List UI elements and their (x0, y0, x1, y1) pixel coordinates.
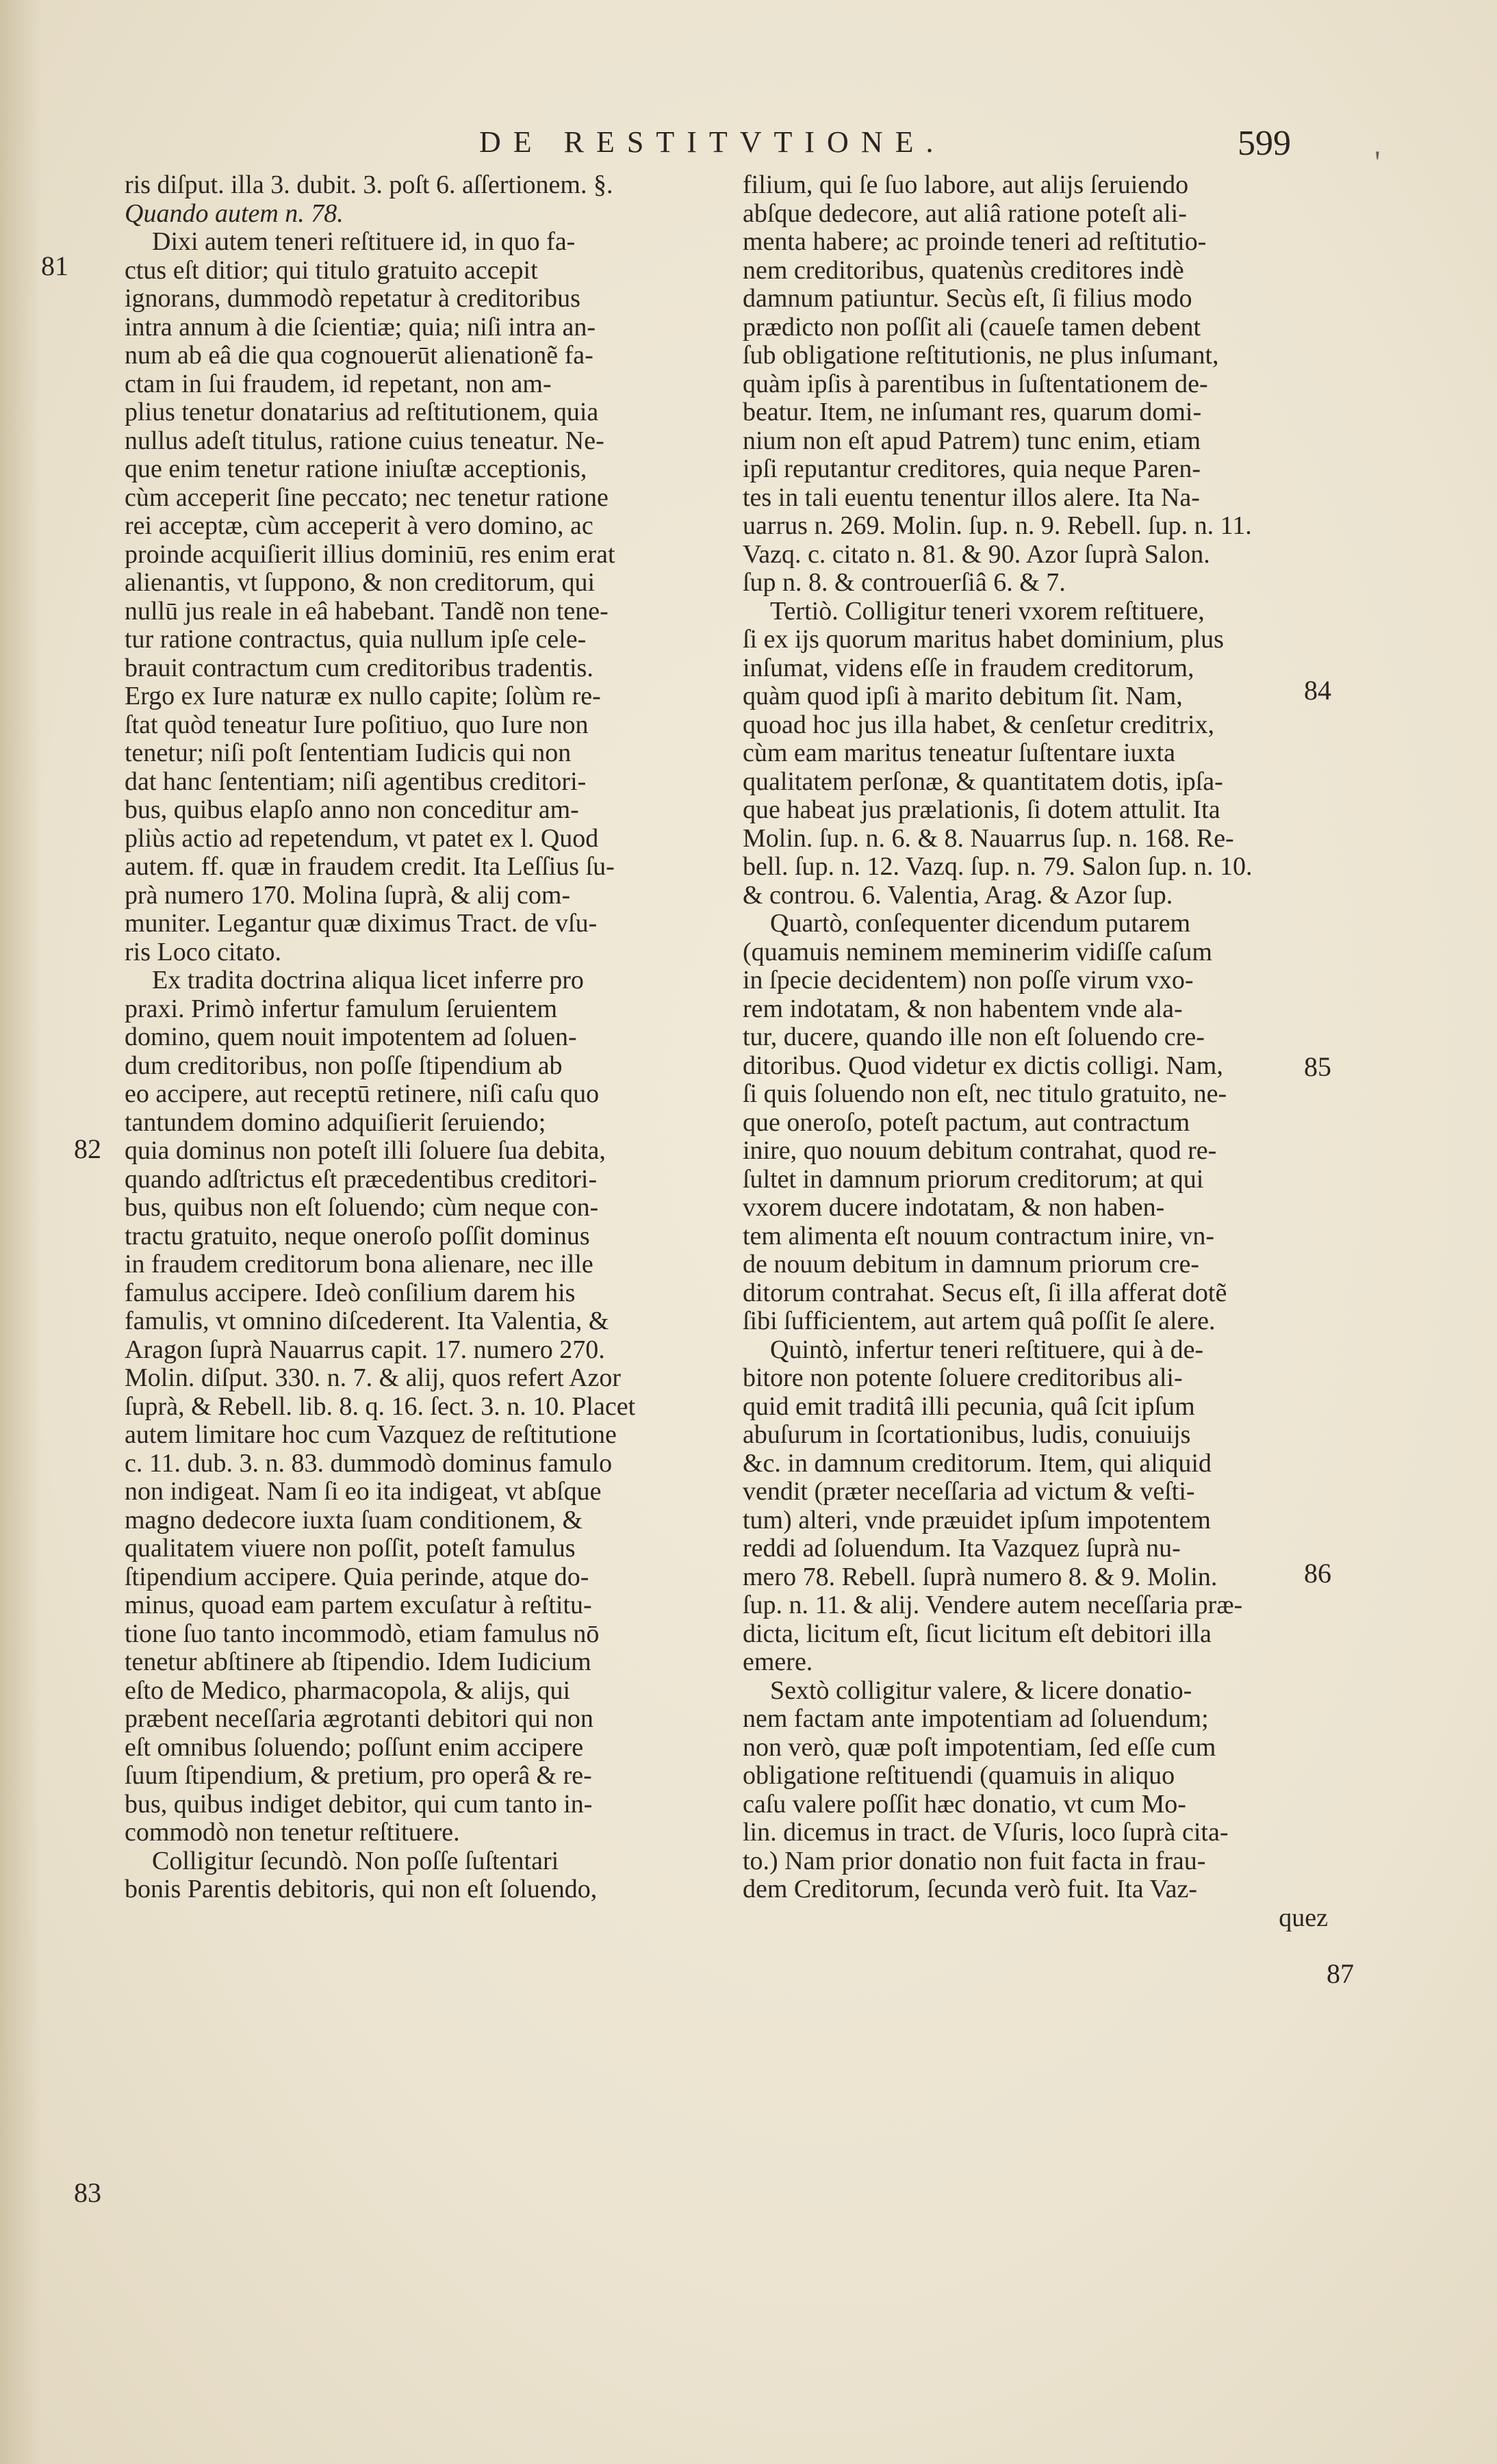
text-line: rei acceptæ, cùm acceperit à vero domino, ac (125, 512, 593, 540)
text-line: Molin. diſput. 330. n. 7. & alij, quos refert Azor (125, 1364, 622, 1392)
text-line: ris diſput. illa 3. dubit. 3. poſt 6. aſſertionem. §. (125, 171, 613, 199)
text-line: ſibi ſufficientem, aut artem quâ poſſit ſe alere. (743, 1307, 1216, 1335)
text-line: ſup. n. 11. & alij. Vendere autem neceſſaria præ- (743, 1591, 1243, 1619)
text-line: Ergo ex Iure naturæ ex nullo capite; ſolùm re- (125, 682, 601, 710)
text-line: pliùs actio ad repetendum, vt patet ex l. Quod (125, 824, 599, 853)
text-line: Dixi autem teneri reſtituere id, in quo fa- (152, 228, 576, 256)
text-line: non indigeat. Nam ſi eo ita indigeat, vt abſque (125, 1478, 602, 1506)
text-line: vxorem ducere indotatam, & non haben- (743, 1194, 1165, 1222)
text-line: (quamuis neminem meminerim vidiſſe caſum (743, 938, 1212, 966)
text-line: menta habere; ac proinde teneri ad reſtitutio- (743, 228, 1207, 256)
text-line: eſt omnibus ſoluendo; poſſunt enim accipere (125, 1733, 584, 1762)
text-line: Quintò, infertur teneri reſtituere, qui à de- (770, 1335, 1204, 1364)
text-line: dum creditoribus, non poſſe ſtipendium ab (125, 1051, 563, 1080)
text-line: to.) Nam prior donatio non fuit facta in frau- (743, 1847, 1206, 1875)
text-line: de nouum debitum in damnum priorum cre- (743, 1250, 1199, 1279)
text-line: prà numero 170. Molina ſuprà, & alij com- (125, 881, 571, 910)
text-line: tum) alteri, vnde præuidet ipſum impotentem (743, 1506, 1211, 1535)
page-number: 599 (1238, 124, 1291, 163)
text-line: brauit contractum cum creditoribus tradentis. (125, 654, 593, 682)
text-line: dem Creditorum, ſecunda verò fuit. Ita Vaz- (743, 1875, 1198, 1903)
text-line: autem limitare hoc cum Vazquez de reſtitutione (125, 1421, 617, 1449)
text-line: prædicto non poſſit ali (caueſe tamen debent (743, 313, 1201, 342)
text-line: tione ſuo tanto incommodò, etiam famulus nō (125, 1619, 600, 1648)
text-line: abſque dedecore, aut aliâ ratione poteſt ali- (743, 199, 1187, 228)
margin-number-87: 87 (1327, 1958, 1354, 1989)
text-line: inſumat, videns eſſe in fraudem creditorum, (743, 654, 1194, 682)
text-line: c. 11. dub. 3. n. 83. dummodò dominus famulo (125, 1449, 613, 1478)
text-line: & controu. 6. Valentia, Arag. & Azor ſup. (743, 881, 1173, 910)
text-line: domino, quem nouit impotentem ad ſoluen- (125, 1023, 577, 1051)
text-line: Quartò, conſequenter dicendum putarem (770, 910, 1191, 938)
text-line: Colligitur ſecundò. Non poſſe ſuſtentari (152, 1847, 559, 1875)
text-line: in fraudem creditorum bona alienare, nec ille (125, 1250, 593, 1279)
text-line: quando adſtrictus eſt præcedentibus creditori- (125, 1165, 598, 1194)
text-line: commodò non tenetur reſtituere. (125, 1819, 460, 1847)
text-line: ſtipendium accipere. Quia perinde, atque do- (125, 1563, 589, 1591)
text-line: quez (1279, 1903, 1328, 1932)
text-line: ctus eſt ditior; qui titulo gratuito accepit (125, 256, 538, 285)
text-line: alienantis, vt ſuppono, & non creditorum, qui (125, 569, 596, 597)
page-gutter-shadow (0, 0, 41, 2464)
text-line: quàm ipſis à parentibus in ſuſtentationem de- (743, 370, 1208, 398)
text-line: praxi. Primò infertur famulum ſeruientem (125, 994, 558, 1023)
text-line: bell. ſup. n. 12. Vazq. ſup. n. 79. Salon ſup. n. 10. (743, 853, 1253, 881)
text-line: ſi quis ſoluendo non eſt, nec titulo gratuito, ne- (743, 1080, 1227, 1108)
text-line: ditorum contrahat. Secus eſt, ſi illa afferat dotẽ (743, 1279, 1227, 1307)
text-line: vendit (præter neceſſaria ad victum & veſti- (743, 1478, 1195, 1506)
text-line: Vazq. c. citato n. 81. & 90. Azor ſuprà Salon. (743, 540, 1210, 569)
text-line: quoad hoc jus illa habet, & cenſetur creditrix, (743, 710, 1215, 739)
text-line: caſu valere poſſit hæc donatio, vt cum Mo- (743, 1790, 1186, 1819)
text-line: mero 78. Rebell. ſuprà numero 8. & 9. Molin. (743, 1563, 1218, 1591)
text-line: que habeat jus prælationis, ſi dotem attulit. Ita (743, 796, 1220, 824)
text-line: damnum patiuntur. Secùs eſt, ſi filius modo (743, 285, 1192, 313)
text-line: ſi ex ijs quorum maritus habet dominium, plus (743, 626, 1224, 654)
text-line: nem factam ante impotentiam ad ſoluendum; (743, 1705, 1209, 1733)
text-line: Molin. ſup. n. 6. & 8. Nauarrus ſup. n. 168. Re- (743, 824, 1234, 853)
text-line: dat hanc ſententiam; niſi agentibus creditori- (125, 767, 587, 796)
text-line: tur ratione contractus, quia nullum ipſe cele- (125, 626, 587, 654)
text-line: que oneroſo, poteſt pactum, aut contractum (743, 1108, 1190, 1137)
text-line: filium, qui ſe ſuo labore, aut alijs ſeruiendo (743, 171, 1189, 199)
text-line: cùm acceperit ſine peccato; nec tenetur ratione (125, 483, 609, 512)
text-line: abuſurum in ſcortationibus, ludis, conuiuijs (743, 1421, 1191, 1449)
text-line: famulus accipere. Ideò conſilium darem his (125, 1279, 576, 1307)
text-line: non verò, quæ poſt impotentiam, ſed eſſe cum (743, 1733, 1216, 1762)
text-line: nullus adeſt titulus, ratione cuius teneatur. Ne- (125, 426, 604, 455)
text-line: eſto de Medico, pharmacopola, & alijs, qui (125, 1676, 571, 1705)
text-line: ſup n. 8. & controuerſiâ 6. & 7. (743, 569, 1066, 597)
margin-number-81: 81 (41, 251, 68, 281)
text-line: beatur. Item, ne inſumant res, quarum domi- (743, 398, 1202, 426)
text-line: autem. ff. quæ in fraudem credit. Ita Leſſius ſu- (125, 853, 615, 881)
margin-number-82: 82 (74, 1133, 101, 1164)
text-line: ſultet in damnum priorum creditorum; at qui (743, 1165, 1204, 1194)
text-line: tantundem domino adquiſierit ſeruiendo; (125, 1108, 546, 1137)
text-line: magno dedecore iuxta ſuam conditionem, & (125, 1506, 583, 1535)
text-line: Tertiò. Colligitur teneri vxorem reſtituere, (770, 597, 1205, 626)
text-line: &c. in damnum creditorum. Item, qui aliquid (743, 1449, 1212, 1478)
text-line: emere. (743, 1648, 813, 1676)
text-line: bonis Parentis debitoris, qui non eſt ſoluendo, (125, 1875, 598, 1903)
text-line: lin. dicemus in tract. de Vſuris, loco ſuprà cita- (743, 1819, 1229, 1847)
text-line: qualitatem viuere non poſſit, poteſt famulus (125, 1535, 576, 1563)
text-line: bus, quibus indiget debitor, qui cum tanto in- (125, 1790, 593, 1819)
text-line: intra annum à die ſcientiæ; quia; niſi intra an- (125, 313, 596, 342)
text-line: bitore non potente ſoluere creditoribus ali- (743, 1364, 1183, 1392)
text-line: nium non eſt apud Patrem) tunc enim, etiam (743, 426, 1201, 455)
text-line: ſuum ſtipendium, & pretium, pro operâ & re- (125, 1762, 592, 1790)
text-line: Ex tradita doctrina aliqua licet inferre pro (152, 966, 584, 994)
text-line: reddi ad ſoluendum. Ita Vazquez ſuprà nu- (743, 1535, 1181, 1563)
text-line: bus, quibus non eſt ſoluendo; cùm neque con- (125, 1194, 599, 1222)
text-line: tenetur abſtinere ab ſtipendio. Idem Iudicium (125, 1648, 591, 1676)
text-line: muniter. Legantur quæ diximus Tract. de vſu- (125, 910, 598, 938)
text-line: quàm quod ipſi à marito debitum ſit. Nam, (743, 682, 1183, 710)
margin-number-83: 83 (74, 2177, 101, 2208)
text-line: Aragon ſuprà Nauarrus capit. 17. numero 270. (125, 1335, 605, 1364)
page-header (0, 124, 1497, 181)
text-line: ſub obligatione reſtitutionis, ne plus inſumant, (743, 342, 1219, 370)
text-line: ſtat quòd teneatur Iure poſitiuo, quo Iure non (125, 710, 589, 739)
text-line: nullū jus reale in eâ habebant. Tandẽ non tene- (125, 597, 609, 626)
text-line: tenetur; niſi poſt ſententiam Iudicis qui non (125, 739, 572, 767)
text-line: tractu gratuito, neque oneroſo poſſit dominus (125, 1222, 590, 1250)
text-line: in ſpecie decidentem) non poſſe virum vxo- (743, 966, 1194, 994)
margin-number-86: 86 (1304, 1558, 1331, 1589)
text-line: famulis, vt omnino diſcederent. Ita Valentia, & (125, 1307, 609, 1335)
text-line: ignorans, dummodò repetatur à creditoribus (125, 285, 580, 313)
text-line: eo accipere, aut receptū retinere, niſi caſu quo (125, 1080, 600, 1108)
text-line: Quando autem n. 78. (125, 199, 344, 228)
text-line: proinde acquiſierit illius dominiū, res enim erat (125, 540, 615, 569)
left-text-column (125, 171, 713, 1904)
text-line: nem creditoribus, quatenùs creditores indè (743, 256, 1184, 285)
text-line: ſuprà, & Rebell. lib. 8. q. 16. ſect. 3. n. 10. Placet (125, 1392, 636, 1421)
text-line: qualitatem perſonæ, & quantitatem dotis, ipſa- (743, 767, 1223, 796)
text-line: minus, quoad eam partem excuſatur à reſtitu- (125, 1591, 592, 1619)
text-line: tur, ducere, quando ille non eſt ſoluendo cre- (743, 1023, 1205, 1051)
text-line: ctam in ſui fraudem, id repetant, non am- (125, 370, 552, 398)
right-text-column (743, 171, 1328, 1932)
text-line: inire, quo nouum debitum contrahat, quod re- (743, 1137, 1217, 1165)
margin-number-85: 85 (1304, 1051, 1331, 1082)
text-line: ditoribus. Quod videtur ex dictis colligi. Nam, (743, 1051, 1223, 1080)
text-line: ipſi reputantur creditores, quia neque Paren- (743, 455, 1201, 483)
text-line: uarrus n. 269. Molin. ſup. n. 9. Rebell. ſup. n. 11. (743, 512, 1252, 540)
text-line: obligatione reſtituendi (quamuis in aliquo (743, 1762, 1175, 1790)
text-line: rem indotatam, & non habentem vnde ala- (743, 994, 1183, 1023)
text-line: quid emit traditâ illi pecunia, quâ ſcit ipſum (743, 1392, 1195, 1421)
corner-mark: ' (1374, 144, 1381, 181)
text-line: tes in tali euentu tenentur illos alere. Ita Na- (743, 483, 1200, 512)
text-line: que enim tenetur ratione iniuſtæ acceptionis, (125, 455, 587, 483)
text-line: cùm eam maritus teneatur ſuſtentare iuxta (743, 739, 1176, 767)
text-line: quia dominus non poteſt illi ſoluere ſua debita, (125, 1137, 606, 1165)
running-title: DE RESTITVTIONE. (479, 125, 946, 159)
text-line: plius tenetur donatarius ad reſtitutionem, quia (125, 398, 599, 426)
text-line: num ab eâ die qua cognouerūt alienationẽ fa- (125, 342, 593, 370)
text-line: ris Loco citato. (125, 938, 281, 966)
text-line: tem alimenta eſt nouum contractum inire, vn- (743, 1222, 1215, 1250)
text-line: præbent neceſſaria ægrotanti debitori qui non (125, 1705, 593, 1733)
text-line: bus, quibus elapſo anno non conceditur am- (125, 796, 579, 824)
text-line: dicta, licitum eſt, ſicut licitum eſt debitori illa (743, 1619, 1212, 1648)
margin-number-84: 84 (1304, 675, 1331, 706)
text-line: Sextò colligitur valere, & licere donatio- (770, 1676, 1192, 1705)
